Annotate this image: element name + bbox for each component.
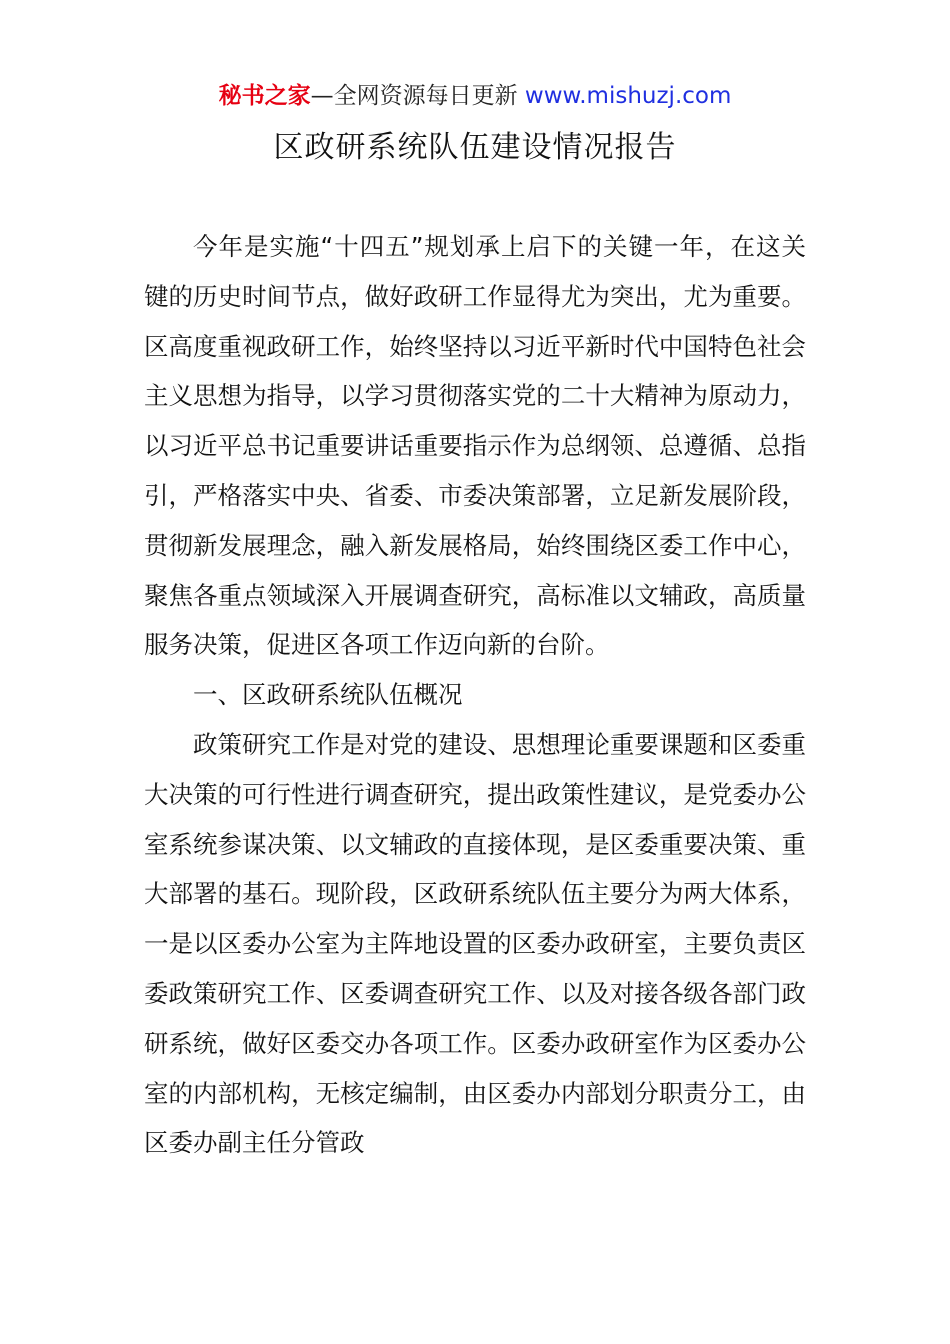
section-heading-1: 一、区政研系统队伍概况 [193,680,463,710]
site-header [0,80,950,112]
document-title: 区政研系统队伍建设情况报告 [273,130,677,165]
document-body [144,222,806,1168]
brand-name: 秘书之家 [218,83,311,109]
header-tagline: —全网资源每日更新 [310,83,525,109]
site-url-link[interactable]: www.mishuzj.com [524,83,732,109]
intro-paragraph: 今年是实施“十四五”规划承上启下的关键一年，在这关键的历史时间节点，做好政研工作显得尤为突出，尤为重要。区高度重视政研工作，始终坚持以习近平新时代中国特色社会主义思想为指导，以学习贯彻落实党的二十大精神为原动力，以习近平总书记重要讲话重要指示作为总纲领、总遵循、总指引，严格落实中央、省委、市委决策部署，立足新发展阶段，贯彻新发展理念，融入新发展格局，始终围绕区委工作中心，聚焦各重点领域深入开展调查研究，高标准以文辅政，高质量服务决策，促进区各项工作迈向新的台阶。 [144,232,806,660]
section-1-paragraph: 政策研究工作是对党的建设、思想理论重要课题和区委重大决策的可行性进行调查研究，提出政策性建议，是党委办公室系统参谋决策、以文辅政的直接体现，是区委重要决策、重大部署的基石。现阶段，区政研系统队伍主要分为两大体系，一是以区委办公室为主阵地设置的区委办政研室，主要负责区委政策研究工作、区委调查研究工作、以及对接各级各部门政研系统，做好区委交办各项工作。区委办政研室作为区委办公室的内部机构，无核定编制，由区委办内部划分职责分工，由区委办副主任分管政 [144,729,806,1158]
